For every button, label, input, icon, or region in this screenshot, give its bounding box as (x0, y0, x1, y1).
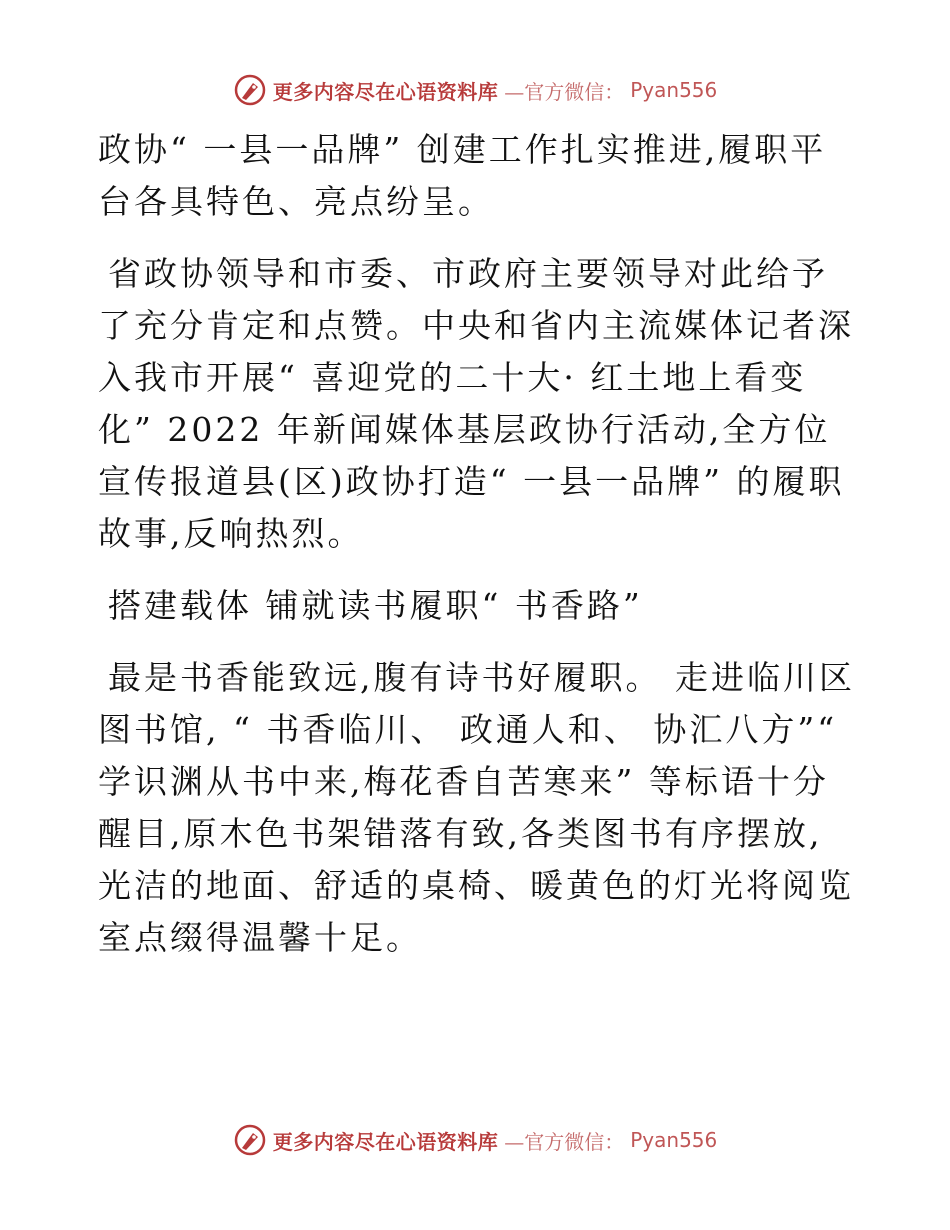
header-text-sep: —官方微信： (504, 79, 625, 104)
footer-text-id: Pyan556 (630, 1128, 718, 1152)
footer-watermark (0, 1120, 950, 1160)
header-text-main: 更多内容尽在心语资料库 (272, 79, 499, 104)
paragraph-3: 最是书香能致远,腹有诗书好履职。 走进临川区图书馆, “ 书香临川、 政通人和、 协汇八方”“ 学识渊从书中来,梅花香自苦寒来” 等标语十分醒目,原木色书架错落有致,各类图书有序摆放,光洁的地面、舒适的桌椅、暖黄色的灯光将阅览室点缀得温馨十足。 (98, 658, 855, 957)
header-text-id: Pyan556 (630, 78, 718, 102)
paragraph-1: 政协“ 一县一品牌” 创建工作扎实推进,履职平台各具特色、亮点纷呈。 (98, 130, 827, 221)
header-watermark (0, 70, 950, 110)
section-heading: 搭建载体 铺就读书履职“ 书香路” (108, 586, 643, 625)
pen-nib-icon (233, 1123, 267, 1157)
pen-nib-icon (233, 73, 267, 107)
paragraph-2: 省政协领导和市委、市政府主要领导对此给予了充分肯定和点赞。中央和省内主流媒体记者深入我市开展“ 喜迎党的二十大· 红土地上看变化” 2022 年新闻媒体基层政协行活动,全方位宣传报道县(区)政协打造“ 一县一品牌” 的履职故事,反响热烈。 (98, 254, 854, 553)
footer-text-sep: —官方微信： (504, 1129, 625, 1154)
document-body (98, 124, 858, 984)
footer-text-main: 更多内容尽在心语资料库 (272, 1129, 499, 1154)
